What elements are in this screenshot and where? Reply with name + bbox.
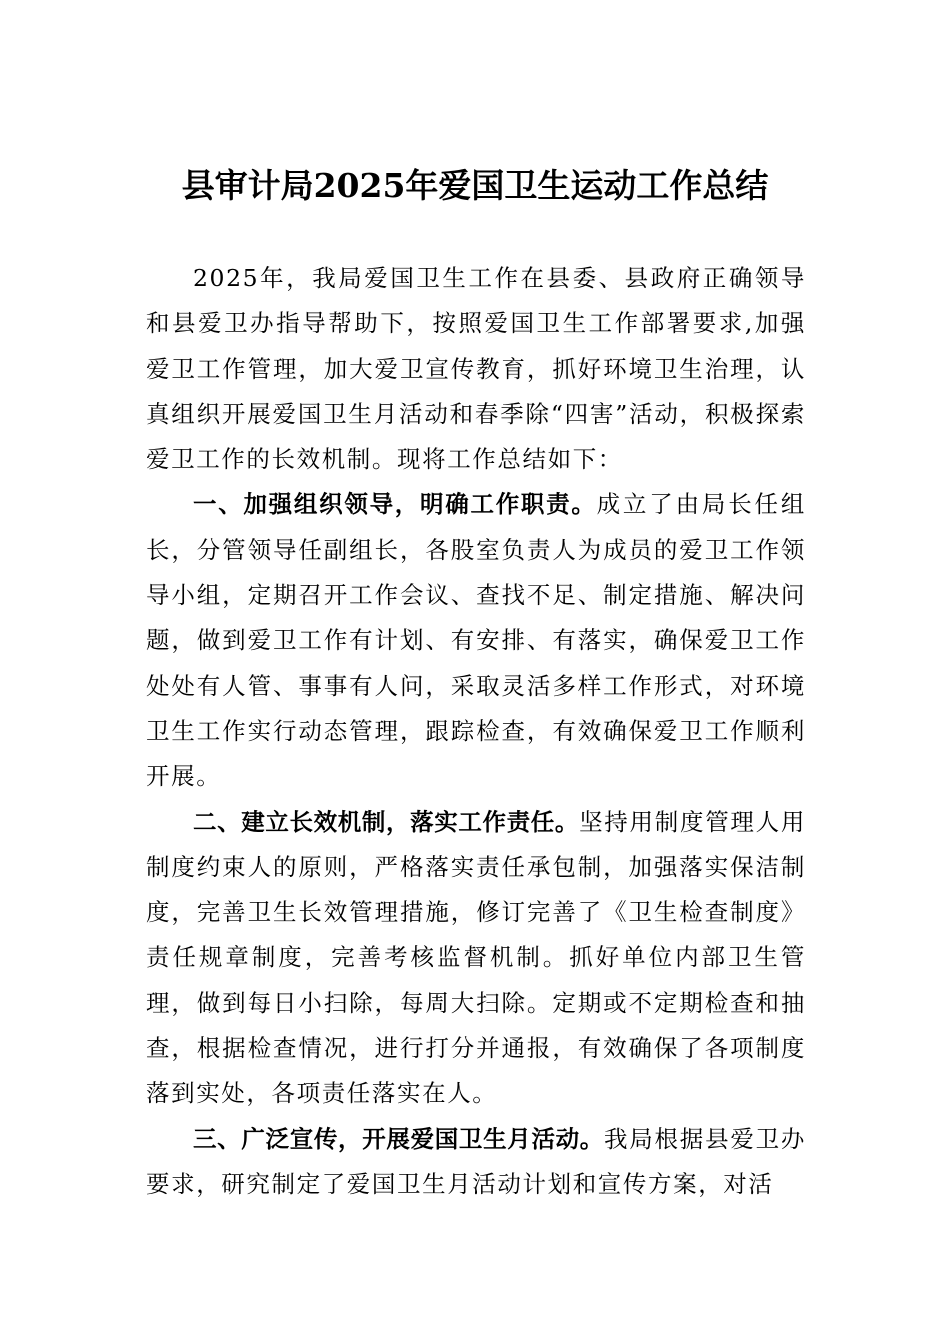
section-paragraph-1 xyxy=(146,482,806,799)
section-heading-2: 二、建立长效机制，落实工作责任。 xyxy=(193,807,580,836)
section-text-1: 成立了由局长任组长，分管领导任副组长，各股室负责人为成员的爱卫工作领导小组，定期召开工作会议、查找不足、制定措施、解决问题，做到爱卫工作有计划、有安排、有落实，确保爱卫工作处处有人管、事事有人问，采取灵活多样工作形式，对环境卫生工作实行动态管理，跟踪检查，有效确保爱卫工作顺利开展。 xyxy=(146,490,806,791)
section-paragraph-2 xyxy=(146,800,806,1117)
section-text-2: 坚持用制度管理人用制度约束人的原则，严格落实责任承包制，加强落实保洁制度，完善卫生长效管理措施，修订完善了《卫生检查制度》责任规章制度，完善考核监督机制。抓好单位内部卫生管理，做到每日小扫除，每周大扫除。定期或不定期检查和抽查，根据检查情况，进行打分并通报，有效确保了各项制度落到实处，各项责任落实在人。 xyxy=(146,807,806,1108)
section-heading-3: 三、广泛宣传，开展爱国卫生月活动。 xyxy=(193,1124,604,1153)
intro-paragraph: 2025年，我局爱国卫生工作在县委、县政府正确领导和县爱卫办指导帮助下，按照爱国卫生工作部署要求,加强爱卫工作管理，加大爱卫宣传教育，抓好环境卫生治理，认真组织开展爱国卫生月活动和春季除“四害”活动，积极探索爱卫工作的长效机制。现将工作总结如下： xyxy=(146,264,806,474)
document-body xyxy=(146,256,806,1207)
section-heading-1: 一、加强组织领导，明确工作职责。 xyxy=(193,490,597,519)
section-text-3: 我局根据县爱卫办要求，研究制定了爱国卫生月活动计划和宣传方案，对活 xyxy=(146,1124,806,1198)
section-paragraph-3 xyxy=(146,1117,806,1208)
document-title: 县审计局2025年爱国卫生运动工作总结 xyxy=(181,166,769,205)
